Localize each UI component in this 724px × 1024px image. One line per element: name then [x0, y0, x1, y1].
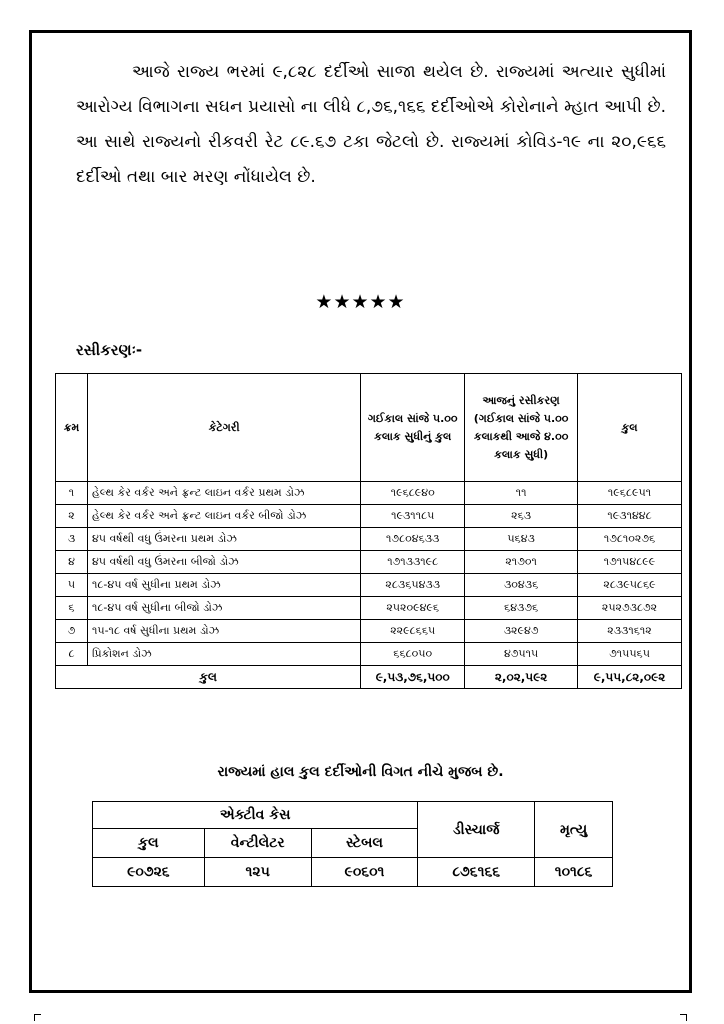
page-border [29, 30, 692, 993]
stable-header: સ્ટેબલ [311, 829, 418, 858]
row-category: પ્રિકોશન ડોઝ [87, 643, 360, 666]
table-row [56, 551, 682, 574]
row-today: ૩૦૪૩૬ [465, 574, 578, 597]
vaccination-heading: રસીકરણઃ- [76, 341, 143, 359]
table-row [56, 482, 682, 505]
header-total: કુલ [578, 374, 682, 482]
active-total-value: ૯૦૭૨૬ [93, 858, 205, 887]
row-total: ૨૩૩૧૬૧૨ [578, 620, 682, 643]
table-row [56, 505, 682, 528]
header-no: ક્રમ [56, 374, 88, 482]
paragraph-line-3: કોરોનાને મ્હાત આપી છે. આ સાથે રાજ્યનો રીકવરી રેટ ૮૯.૬૭ ટકા જેટલો છે. [76, 97, 666, 152]
row-yesterday: ૧૭૮૦૪૬૩૩ [361, 528, 465, 551]
star-separator: ★★★★★ [315, 291, 406, 313]
row-total: ૧૯૬૮૯૫૧ [578, 482, 682, 505]
death-value: ૧૦૧૮૬ [535, 858, 613, 887]
paragraph-line-1: આજે રાજ્ય ભરમાં ૯,૮૨૮ દર્દીઓ સાજા થયેલ છે. રાજ્યમાં અત્યાર [132, 62, 614, 82]
row-yesterday: ૨૫૨૦૯૪૯૬ [361, 597, 465, 620]
row-total: ૧૭૮૧૦૨૭૬ [578, 528, 682, 551]
row-yesterday: ૬૬૮૦૫૦ [361, 643, 465, 666]
row-no: ૪ [56, 551, 88, 574]
row-today: ૫૬૪૩ [465, 528, 578, 551]
row-category: ૧૮-૪૫ વર્ષ સુધીના બીજો ડોઝ [87, 597, 360, 620]
patients-value-row [93, 858, 613, 887]
total-label: કુલ [56, 666, 361, 689]
row-category: ૧૮-૪૫ વર્ષ સુધીના પ્રથમ ડોઝ [87, 574, 360, 597]
row-no: ૮ [56, 643, 88, 666]
table-row [56, 528, 682, 551]
ventilator-value: ૧૨૫ [204, 858, 311, 887]
row-total: ૧૯૩૧૪૪૮ [578, 505, 682, 528]
summary-paragraph [76, 55, 666, 195]
header-yesterday: ગઈકાલ સાંજે ૫.૦૦ કલાક સુધીનું કુલ [361, 374, 465, 482]
row-category: હેલ્થ કેર વર્કર અને ફ્રન્ટ લાઇન વર્કર પ્રથમ ડોઝ [87, 482, 360, 505]
row-no: ૬ [56, 597, 88, 620]
total-today: ૨,૦૨,૫૯૨ [465, 666, 578, 689]
row-total: ૨૮૩૯૫૮૬૯ [578, 574, 682, 597]
total-row [56, 666, 682, 689]
ventilator-header: વેન્ટીલેટર [204, 829, 311, 858]
patients-heading: રાજ્યમાં હાલ કુલ દર્દીઓની વિગત નીચે મુજબ છે. [217, 764, 504, 780]
row-category: હેલ્થ કેર વર્કર અને ફ્રન્ટ લાઇન વર્કર બીજો ડોઝ [87, 505, 360, 528]
vaccination-table [55, 373, 682, 689]
row-no: ૩ [56, 528, 88, 551]
active-total-header: કુલ [93, 829, 205, 858]
vaccination-header-row [56, 374, 682, 482]
row-yesterday: ૧૯૬૮૯૪૦ [361, 482, 465, 505]
row-category: ૪૫ વર્ષથી વધુ ઉંમરના બીજો ડોઝ [87, 551, 360, 574]
row-total: ૨૫૨૭૩૮૭૨ [578, 597, 682, 620]
active-cases-header: એક્ટીવ કેસ [93, 802, 418, 829]
paragraph-line-2: સુધીમાં આરોગ્ય વિભાગના સઘન પ્રયાસો ના લીધે ૮,૭૬,૧૬૬ દર્દીઓએ [76, 62, 666, 117]
row-no: ૫ [56, 574, 88, 597]
table-row [56, 574, 682, 597]
crop-mark-right [680, 1014, 687, 1021]
table-row [56, 620, 682, 643]
row-total: ૭૧૫૫૬૫ [578, 643, 682, 666]
patients-table [92, 801, 613, 887]
row-no: ૧ [56, 482, 88, 505]
row-yesterday: ૨૮૩૬૫૪૩૩ [361, 574, 465, 597]
row-today: ૧૧ [465, 482, 578, 505]
row-category: ૪૫ વર્ષથી વધુ ઉંમરના પ્રથમ ડોઝ [87, 528, 360, 551]
row-no: ૨ [56, 505, 88, 528]
row-today: ૩૨૯૪૭ [465, 620, 578, 643]
table-row [56, 597, 682, 620]
row-today: ૪૭૫૧૫ [465, 643, 578, 666]
row-yesterday: ૨૨૯૮૬૬૫ [361, 620, 465, 643]
crop-mark-left [34, 1014, 41, 1021]
header-today: આજનું રસીકરણ (ગઈકાલ સાંજે ૫.૦૦ કલાકથી આજે ૪.૦૦ કલાક સુધી) [465, 374, 578, 482]
row-total: ૧૭૧૫૪૮૯૯ [578, 551, 682, 574]
row-no: ૭ [56, 620, 88, 643]
row-today: ૬૪૩૭૬ [465, 597, 578, 620]
total-total: ૯,૫૫,૮૨,૦૯૨ [578, 666, 682, 689]
stable-value: ૯૦૬૦૧ [311, 858, 418, 887]
discharge-header: ડીસ્ચાર્જ [418, 802, 535, 858]
patients-header-row [93, 802, 613, 829]
row-yesterday: ૧૯૩૧૧૮૫ [361, 505, 465, 528]
table-row [56, 643, 682, 666]
header-category: કેટેગરી [87, 374, 360, 482]
row-category: ૧૫-૧૮ વર્ષ સુધીના પ્રથમ ડોઝ [87, 620, 360, 643]
death-header: મૃત્યુ [535, 802, 613, 858]
total-yesterday: ૯,૫૩,૭૬,૫૦૦ [361, 666, 465, 689]
paragraph-line-4: રાજ્યમાં કોવિડ-૧૯ ના ૨૦,૯૬૬ દર્દીઓ તથા બાર મરણ નોંધાયેલ છે. [76, 132, 666, 187]
discharge-value: ૮૭૬૧૬૬ [418, 858, 535, 887]
row-yesterday: ૧૭૧૩૩૧૯૮ [361, 551, 465, 574]
row-today: ૨૬૩ [465, 505, 578, 528]
row-today: ૨૧૭૦૧ [465, 551, 578, 574]
